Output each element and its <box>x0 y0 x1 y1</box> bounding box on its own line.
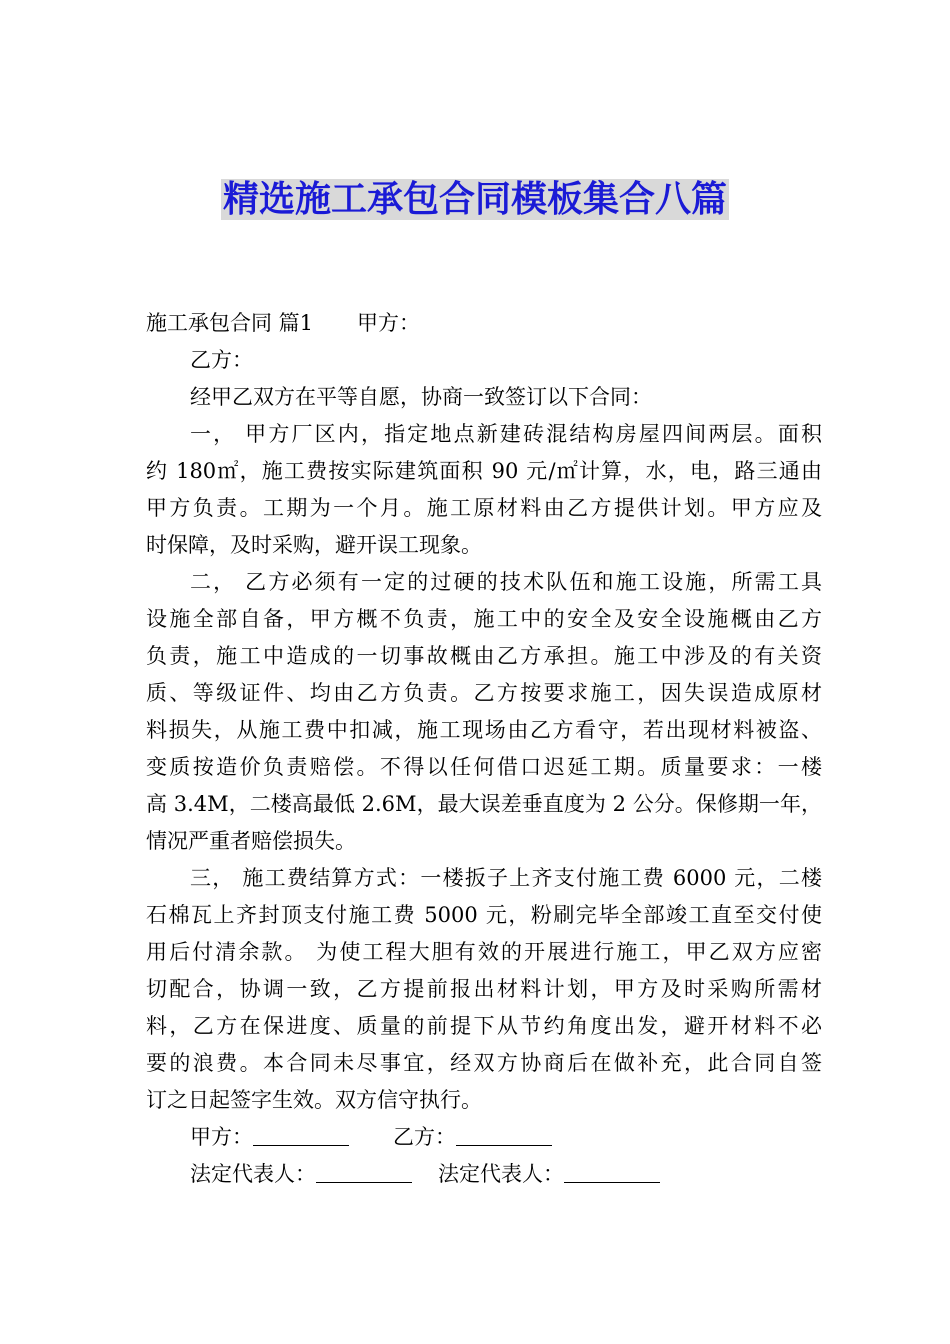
clause3-line: 要的浪费。本合同未尽事宜，经双方协商后在做补充，此合同自签 <box>146 1051 822 1075</box>
section-heading-line <box>146 305 822 342</box>
signature-party-b-blank[interactable] <box>456 1123 552 1146</box>
clause1-line: 约 180㎡，施工费按实际建筑面积 90 元/㎡计算，水，电，路三通由 <box>146 459 822 483</box>
clause3-line: 料，乙方在保进度、质量的前提下从节约角度出发，避开材料不必 <box>146 1014 822 1038</box>
signature-rep-b-blank[interactable] <box>564 1160 660 1183</box>
heading-party-a-label: 甲方： <box>357 311 421 335</box>
clause2-line: 料损失，从施工费中扣减，施工现场由乙方看守，若出现材料被盗、 <box>146 718 822 742</box>
intro-line <box>146 379 822 416</box>
clause1-line: 时保障，及时采购，避开误工现象。 <box>146 533 482 557</box>
clause2-line: 变质按造价负责赔偿。不得以任何借口迟延工期。质量要求：一楼 <box>146 755 822 779</box>
clause1-line: 甲方负责。工期为一个月。施工原材料由乙方提供计划。甲方应及 <box>146 496 822 520</box>
clause2-line: 质、等级证件、均由乙方负责。乙方按要求施工，因失误造成原材 <box>146 681 822 705</box>
party-b-line <box>146 342 822 379</box>
clause2-line: 负责，施工中造成的一切事故概由乙方承担。施工中涉及的有关资 <box>146 644 822 668</box>
party-b-label: 乙方： <box>190 348 253 372</box>
clause2-line: 情况严重者赔偿损失。 <box>146 829 356 853</box>
clause3-line: 三， 施工费结算方式：一楼扳子上齐支付施工费 6000 元，二楼 <box>190 866 822 890</box>
signature-rep-line <box>146 1156 822 1193</box>
clause2-line: 高 3.4M，二楼高最低 2.6M，最大误差垂直度为 2 公分。保修期一年， <box>146 792 822 816</box>
document-title-text: 精选施工承包合同模板集合八篇 <box>222 179 727 220</box>
clause2-line: 二， 乙方必须有一定的过硬的技术队伍和施工设施，所需工具 <box>190 570 822 594</box>
section-heading: 施工承包合同 篇1 <box>146 311 314 335</box>
clause3-line: 石棉瓦上齐封顶支付施工费 5000 元，粉刷完毕全部竣工直至交付使 <box>146 903 822 927</box>
clause3-line: 订之日起签字生效。双方信守执行。 <box>146 1088 482 1112</box>
signature-party-line <box>146 1119 822 1156</box>
signature-rep-a-blank[interactable] <box>316 1160 412 1183</box>
clause3-line: 切配合，协调一致，乙方提前报出材料计划，甲方及时采购所需材 <box>146 977 822 1001</box>
document-body <box>146 305 822 1193</box>
signature-rep-b-label: 法定代表人： <box>438 1162 564 1186</box>
document-title <box>0 176 950 224</box>
signature-party-b-label: 乙方： <box>393 1125 456 1149</box>
clause3-line: 用后付清余款。 为使工程大胆有效的开展进行施工，甲乙双方应密 <box>146 940 822 964</box>
signature-rep-a-label: 法定代表人： <box>190 1162 316 1186</box>
clause2-line: 设施全部自备，甲方概不负责，施工中的安全及安全设施概由乙方 <box>146 607 822 631</box>
intro-text: 经甲乙双方在平等自愿，协商一致签订以下合同： <box>190 385 652 409</box>
signature-party-a-blank[interactable] <box>253 1123 349 1146</box>
clause1-line: 一， 甲方厂区内，指定地点新建砖混结构房屋四间两层。面积 <box>190 422 822 446</box>
signature-party-a-label: 甲方： <box>190 1125 253 1149</box>
